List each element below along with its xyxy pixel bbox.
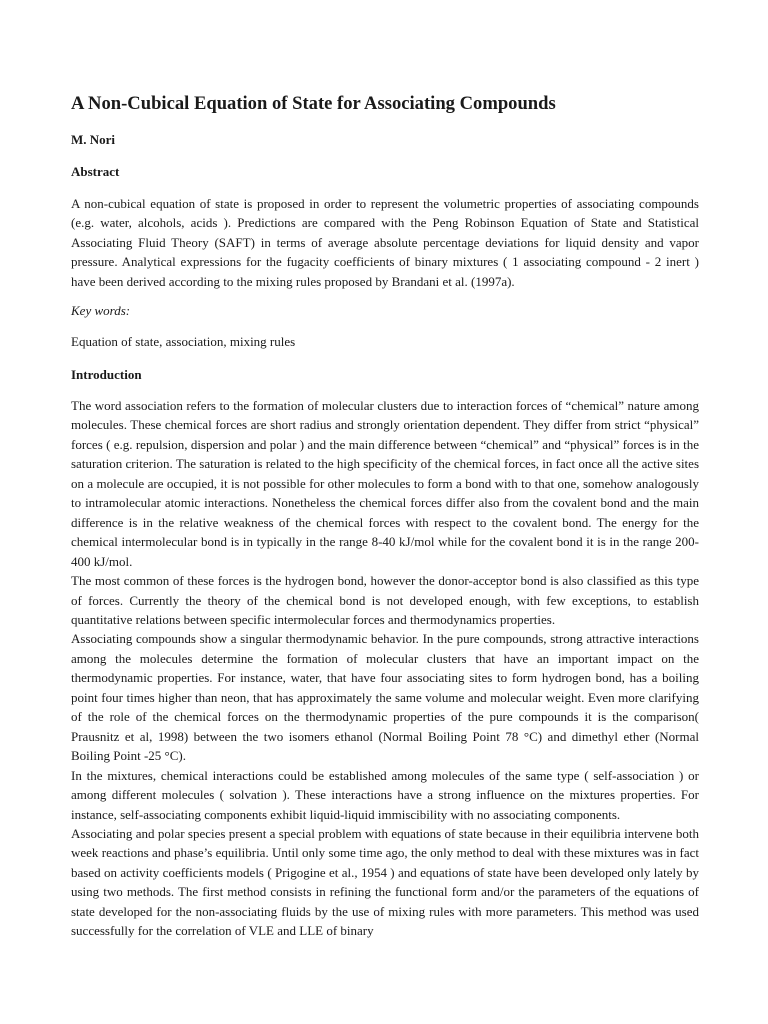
introduction-body	[71, 396, 699, 941]
intro-paragraph: Associating and polar species present a special problem with equations of state because in their equilibria intervene both week reactions and phase’s equilibria. Until only some time ago, the only method to deal with these mixtures was in fact based on activity coefficients models ( Prigogine et al., 1954 ) and equations of state have been developed only lately by using two methods. The first method consists in refining the functional form and/or the parameters of the equations of state developed for the non-associating fluids by the use of mixing rules with more parameters. This method was used successfully for the correlation of VLE and LLE of binary	[71, 825, 699, 939]
abstract-text: A non-cubical equation of state is proposed in order to represent the volumetric properties of associating compounds (e.g. water, alcohols, acids ). Predictions are compared with the Peng Robinson Equation of State and Statistical Associating Fluid Theory (SAFT) in terms of average absolute percentage deviations for liquid density and vapor pressure. Analytical expressions for the fugacity coefficients of binary mixtures ( 1 associating compound - 2 inert ) have been derived according to the mixing rules proposed by Brandani et al. (1997a).	[71, 196, 699, 289]
intro-paragraph: In the mixtures, chemical interactions could be established among molecules of the same type ( self-association ) or among different molecules ( solvation ). These interactions have a strong influence on the mixtures properties. For instance, self-associating components exhibit liquid-liquid immiscibility with no associating components.	[71, 767, 699, 822]
author-name: M. Nori	[71, 132, 116, 147]
abstract-heading: Abstract	[71, 164, 120, 179]
intro-paragraph: Associating compounds show a singular thermodynamic behavior. In the pure compounds, strong attractive interactions among the molecules determine the formation of molecular clusters that have an important impact on the thermodynamic properties. For instance, water, that have four associating sites to form hydrogen bond, has a boiling point four times higher than neon, that has approximately the same volume and molecular weight. Even more clarifying of the role of the chemical forces on the thermodynamic properties of the pure compounds it is the comparison( Prausnitz et al, 1998) between the two isomers ethanol (Normal Boiling Point 78 °C) and dimethyl ether (Normal Boiling Point -25 °C).	[71, 631, 699, 764]
paper-title: A Non-Cubical Equation of State for Associating Compounds	[71, 93, 556, 114]
intro-paragraph: The word association refers to the formation of molecular clusters due to interaction forces of “chemical” nature among molecules. These chemical forces are short radius and strongly orientation dependent. They differ from strict “physical” forces ( e.g. repulsion, dispersion and polar ) and the main difference between “chemical” and “physical” forces is in the saturation criterion. The saturation is related to the high specificity of the chemical forces, in fact once all the active sites on a molecule are occupied, it is not possible for other molecules to form a bond with to that one, somehow analogously to intramolecular atomic interactions. Nonetheless the chemical forces differ also from the covalent bond and the main difference is in the relative weakness of the chemical forces with respect to the covalent bond. The energy for the chemical intermolecular bond is in typically in the range 8-40 kJ/mol while for the covalent bond it is in the range 200-400 kJ/mol.	[71, 398, 699, 569]
intro-paragraph: The most common of these forces is the hydrogen bond, however the donor-acceptor bond is also classified as this type of forces. Currently the theory of the chemical bond is not developed enough, with few exceptions, to establish quantitative relations between specific intermolecular forces and thermodynamics properties.	[71, 573, 699, 627]
keywords-text: Equation of state, association, mixing rules	[71, 334, 296, 349]
introduction-heading: Introduction	[71, 367, 142, 382]
keywords-label: Key words:	[71, 303, 131, 318]
